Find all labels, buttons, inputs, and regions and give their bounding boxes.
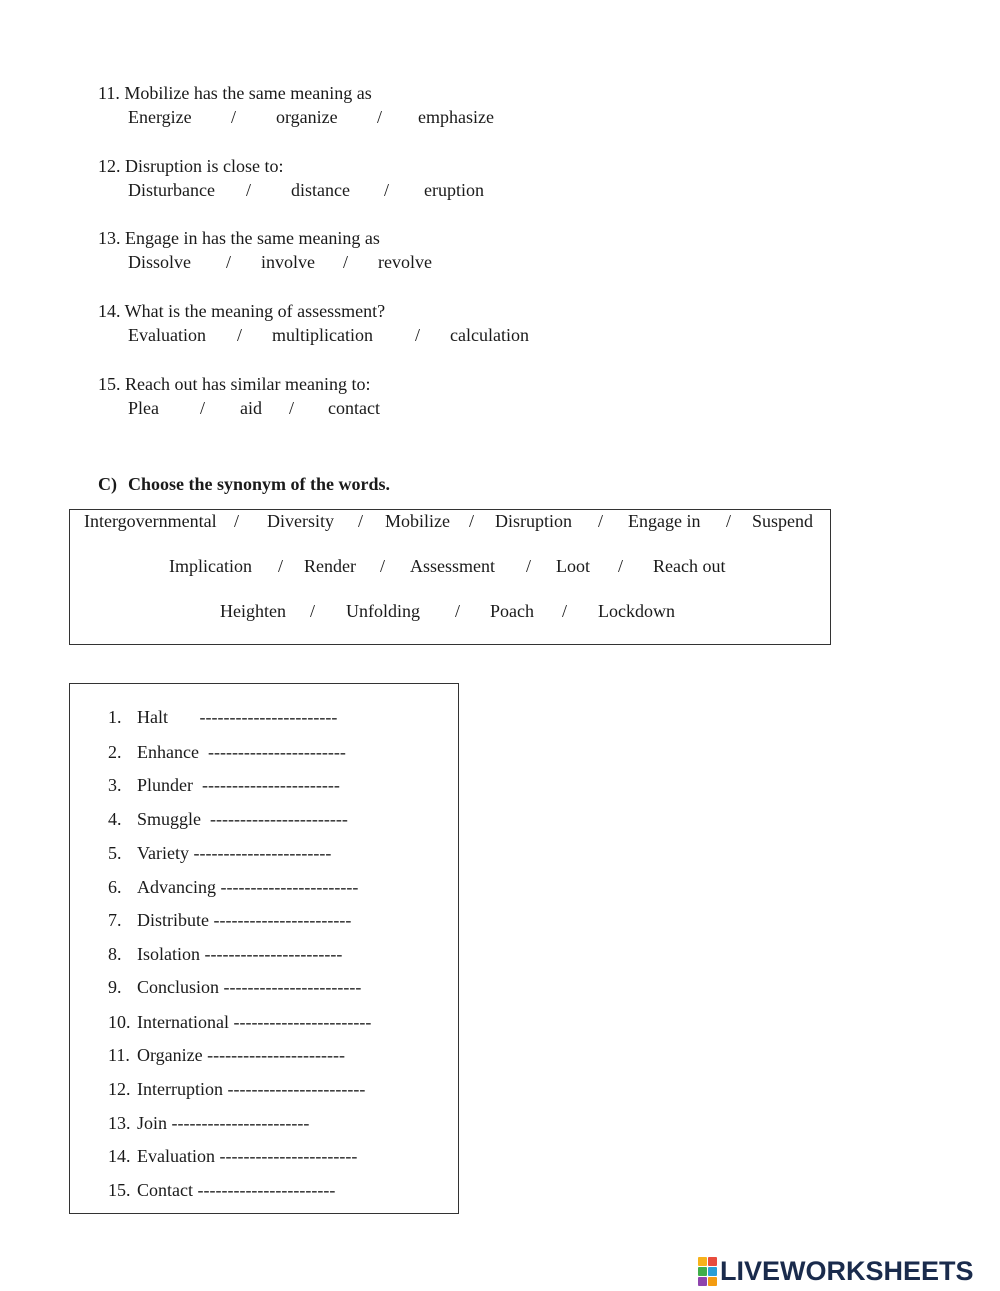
list-item[interactable]: Plunder ----------------------- [137,775,340,795]
separator: / [237,325,243,345]
list-item[interactable]: Conclusion ----------------------- [137,977,362,997]
word: Assessment [410,556,495,576]
list-item[interactable]: Smuggle ----------------------- [137,809,348,829]
separator: / [377,107,383,127]
separator: / [598,511,604,531]
list-item[interactable]: Contact ----------------------- [137,1180,336,1200]
question-prompt: 11. Mobilize has the same meaning as [98,83,372,103]
question-prompt: 14. What is the meaning of assessment? [98,301,386,321]
option: distance [291,180,350,200]
list-item[interactable]: Variety ----------------------- [137,843,332,863]
list-item[interactable]: Halt ----------------------- [137,707,338,727]
list-item-number: 13. [108,1113,131,1133]
brand-logo [698,1256,974,1286]
option: Plea [128,398,159,418]
word: Engage in [628,511,701,531]
brand-name: LIVEWORKSHEETS [720,1255,974,1286]
list-item-number: 4. [108,809,122,829]
word: Heighten [220,601,286,621]
option: aid [240,398,262,418]
separator: / [455,601,461,621]
option: Disturbance [128,180,215,200]
word: Mobilize [385,511,450,531]
list-item-number: 11. [108,1045,130,1065]
list-item[interactable]: Evaluation ----------------------- [137,1146,358,1166]
section-label: C) [98,474,117,494]
option: organize [276,107,338,127]
option: Energize [128,107,192,127]
brand-grid-icon [698,1257,717,1286]
list-item-number: 15. [108,1180,131,1200]
word: Reach out [653,556,726,576]
list-item-number: 5. [108,843,122,863]
list-item-number: 8. [108,944,122,964]
separator: / [343,252,349,272]
separator: / [384,180,390,200]
word: Unfolding [346,601,420,621]
list-item[interactable]: Join ----------------------- [137,1113,310,1133]
word: Intergovernmental [84,511,217,531]
list-item-number: 10. [108,1012,131,1032]
separator: / [289,398,295,418]
separator: / [246,180,252,200]
list-item[interactable]: Advancing ----------------------- [137,877,359,897]
list-item[interactable]: Isolation ----------------------- [137,944,343,964]
list-item-number: 9. [108,977,122,997]
word: Lockdown [598,601,675,621]
question-prompt: 15. Reach out has similar meaning to: [98,374,371,394]
separator: / [469,511,475,531]
list-item-number: 1. [108,707,122,727]
option: contact [328,398,380,418]
option: emphasize [418,107,494,127]
separator: / [200,398,206,418]
separator: / [358,511,364,531]
option: involve [261,252,315,272]
separator: / [234,511,240,531]
list-item[interactable]: Distribute ----------------------- [137,910,352,930]
section-title: Choose the synonym of the words. [128,474,391,494]
option: calculation [450,325,529,345]
list-item-number: 7. [108,910,122,930]
list-item[interactable]: Enhance ----------------------- [137,742,346,762]
list-item[interactable]: Organize ----------------------- [137,1045,346,1065]
word: Implication [169,556,252,576]
separator: / [278,556,284,576]
list-item-number: 2. [108,742,122,762]
word: Suspend [752,511,814,531]
list-item[interactable]: International ----------------------- [137,1012,372,1032]
list-item-number: 14. [108,1146,131,1166]
question-prompt: 13. Engage in has the same meaning as [98,228,380,248]
word: Loot [556,556,590,576]
option: Evaluation [128,325,206,345]
separator: / [562,601,568,621]
option: Dissolve [128,252,191,272]
separator: / [310,601,316,621]
word: Diversity [267,511,334,531]
word: Poach [490,601,534,621]
question-prompt: 12. Disruption is close to: [98,156,284,176]
separator: / [618,556,624,576]
list-item-number: 6. [108,877,122,897]
word: Render [304,556,356,576]
option: multiplication [272,325,373,345]
separator: / [415,325,421,345]
list-item-number: 3. [108,775,122,795]
list-item[interactable]: Interruption ----------------------- [137,1079,366,1099]
separator: / [526,556,532,576]
option: revolve [378,252,432,272]
separator: / [231,107,237,127]
list-item-number: 12. [108,1079,131,1099]
separator: / [226,252,232,272]
option: eruption [424,180,484,200]
word: Disruption [495,511,573,531]
separator: / [726,511,732,531]
separator: / [380,556,386,576]
